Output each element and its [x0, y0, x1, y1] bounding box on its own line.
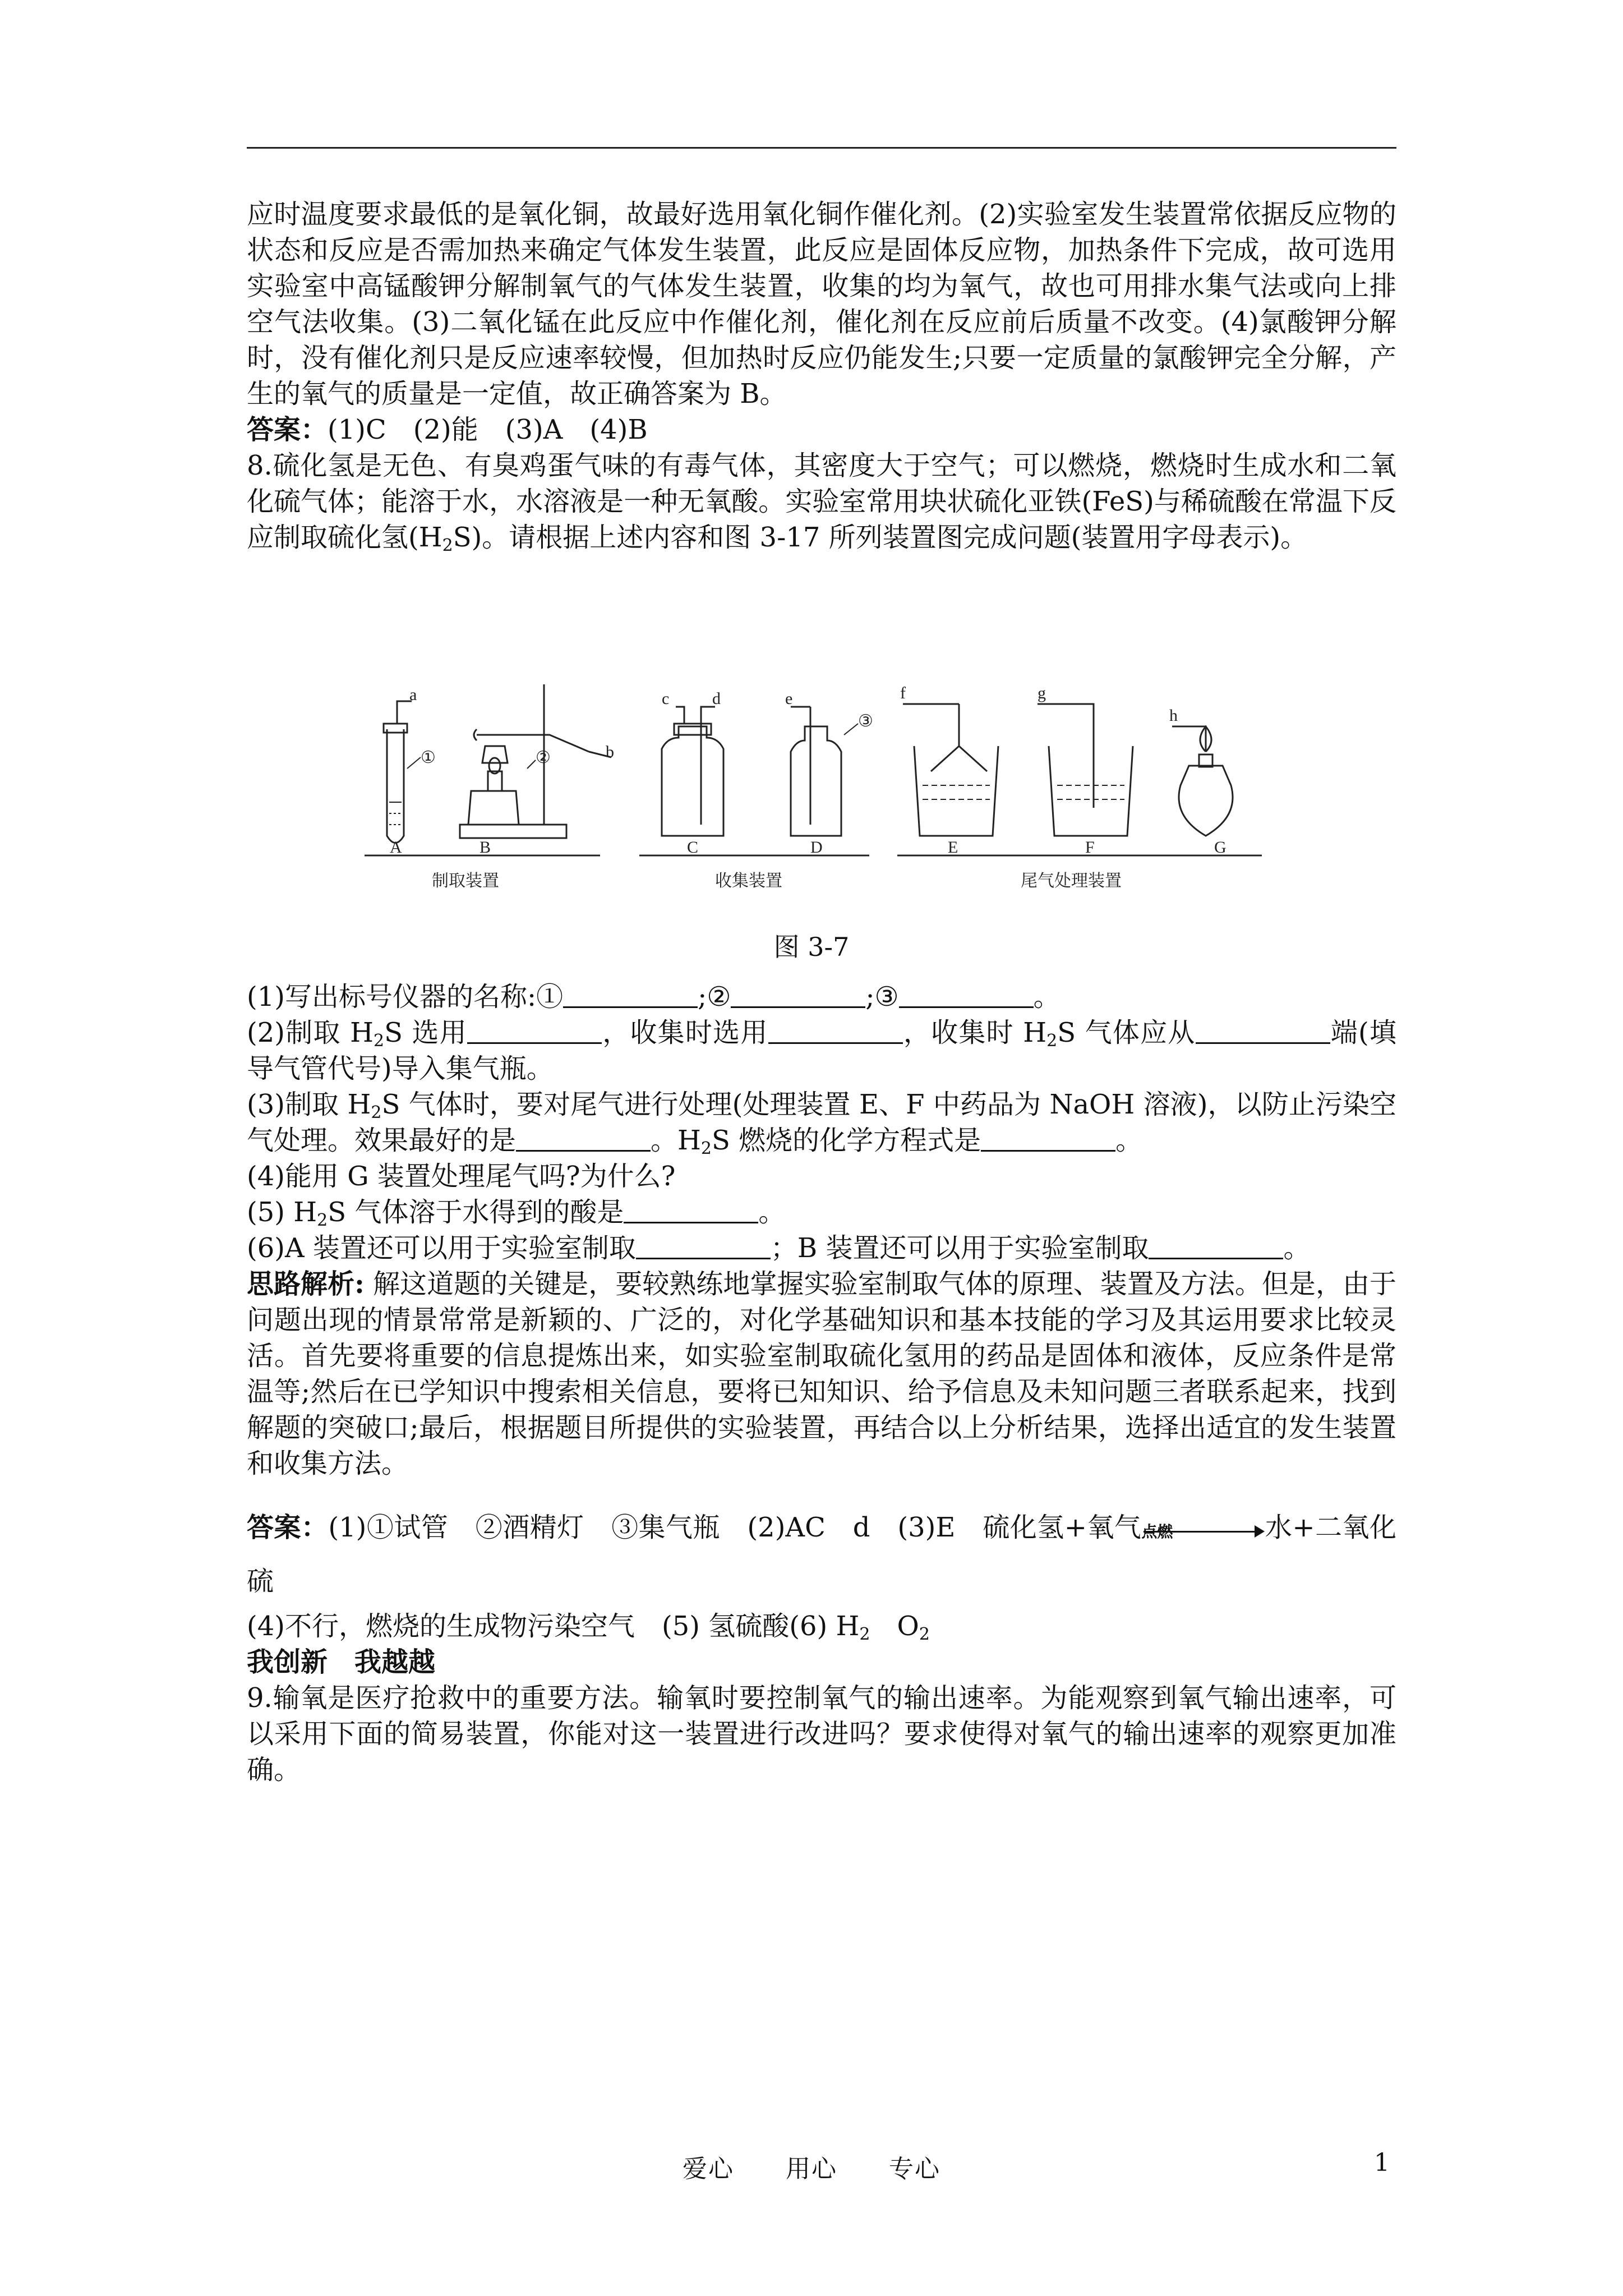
apparatus-label-e: E — [948, 838, 958, 857]
q1-text-d: 。 — [1033, 981, 1061, 1013]
answer-blank[interactable] — [516, 1124, 651, 1152]
answer-text: (1)C (2)能 (3)A (4)B — [328, 414, 648, 445]
question-8-text-b: S)。请根据上述内容和图 3-17 所列装置图完成问题(装置用字母表示)。 — [453, 522, 1308, 553]
apparatus-c — [662, 707, 723, 836]
q1-text-c: ;③ — [865, 981, 899, 1013]
group-label-preparation: 制取装置 — [432, 872, 499, 890]
question-4: (4)能用 G 装置处理尾气吗?为什么? — [247, 1161, 676, 1192]
apparatus-label-f: F — [1085, 838, 1095, 857]
apparatus-a — [384, 701, 421, 843]
q5-text-b: S 气体溶于水得到的酸是 — [328, 1197, 624, 1228]
q3-text-e: 。 — [1115, 1125, 1143, 1156]
apparatus-d — [791, 707, 858, 836]
q2-text-a: (2)制取 H — [247, 1017, 374, 1048]
label-e: e — [785, 689, 793, 708]
answer-blank[interactable] — [768, 1016, 903, 1044]
group-label-tail-gas: 尾气处理装置 — [1021, 872, 1122, 890]
answer-blank[interactable] — [981, 1124, 1115, 1152]
answer-line-1 — [247, 412, 1396, 448]
apparatus-label-d: D — [810, 838, 823, 857]
answer-blank[interactable] — [731, 981, 865, 1008]
question-6 — [247, 1230, 1396, 1266]
apparatus-label-g: G — [1214, 838, 1227, 857]
figure-caption: 图 3-7 — [773, 932, 850, 962]
apparatus-f — [1038, 704, 1133, 836]
question-8-text-a: 8.硫化氢是无色、有臭鸡蛋气味的有毒气体，其密度大于空气；可以燃烧，燃烧时生成水和二氧化硫气体；能溶于水，水溶液是一种无氧酸。实验室常用块状硫化亚铁(FeS)与稀硫酸在常温下反应制取硫化氢(H — [247, 450, 1396, 553]
q2-text-e: S 气体应从 — [1057, 1017, 1196, 1048]
q1-text-b: ;② — [698, 981, 731, 1013]
reaction-arrow — [1141, 1519, 1265, 1541]
body-text-lower — [247, 979, 1396, 1788]
analysis-label: 思路解析: — [247, 1268, 365, 1300]
apparatus-e — [903, 704, 998, 836]
question-5 — [247, 1194, 1396, 1230]
subscript: 2 — [374, 1031, 385, 1051]
body-text-upper — [247, 196, 1396, 555]
analysis-paragraph — [247, 1266, 1396, 1481]
mark-2: ② — [536, 748, 551, 767]
group-label-collection: 收集装置 — [715, 872, 782, 890]
paragraph-explanation: 应时温度要求最低的是氧化铜，故最好选用氧化铜作催化剂。(2)实验室发生装置常依据反应物的状态和反应是否需加热来确定气体发生装置，此反应是固体反应物，加热条件下完成，故可选用实验室中高锰酸钾分解制氧气的气体发生装置，收集的均为氧气，故也可用排水集气法或向上排空气法收集。(3)二氧化锰在此反应中作催化剂，催化剂在反应前后质量不改变。(4)氯酸钾分解时，没有催化剂只是反应速率较慢，但加热时反应仍能发生;只要一定质量的氯酸钾完全分解，产生的氧气的质量是一定值，故正确答案为 B。 — [247, 199, 1396, 409]
answer-blank[interactable] — [899, 981, 1034, 1008]
subscript: 2 — [442, 536, 453, 555]
label-a: a — [409, 685, 417, 704]
subscript: 2 — [700, 1139, 712, 1158]
answer-line-3 — [247, 1608, 1396, 1644]
q6-text-c: 。 — [1283, 1232, 1311, 1264]
answer-blank[interactable] — [636, 1232, 771, 1259]
q3-text-d: S 燃烧的化学方程式是 — [711, 1125, 981, 1156]
q2-text-c: ，收集时选用 — [601, 1017, 768, 1048]
mark-3: ③ — [858, 712, 873, 730]
q3-text-a: (3)制取 H — [247, 1089, 371, 1120]
label-c: c — [662, 689, 670, 708]
answer-blank[interactable] — [1149, 1232, 1283, 1259]
question-9: 9.输氧是医疗抢救中的重要方法。输氧时要控制氧气的输出速率。为能观察到氧气输出速率，可以采用下面的简易装置，你能对这一装置进行改进吗？要求使得对氧气的输出速率的观察更加准确。 — [247, 1682, 1396, 1786]
answer-blank[interactable] — [624, 1196, 758, 1223]
apparatus-label-b: B — [479, 838, 491, 857]
apparatus-label-c: C — [687, 838, 699, 857]
q2-text-f: 端(填导气管代号)导入集气瓶。 — [247, 1017, 1396, 1084]
apparatus-g — [1172, 726, 1233, 836]
answer-2-text-a: (1)①试管 ②酒精灯 ③集气瓶 (2)AC d (3)E 硫化氢+氧气 — [328, 1512, 1142, 1543]
header-rule — [247, 147, 1396, 149]
section-heading: 我创新 我越越 — [247, 1646, 436, 1678]
answer-label: 答案： — [247, 414, 328, 445]
q5-text-a: (5) H — [247, 1197, 317, 1228]
mark-1: ① — [421, 748, 436, 767]
q2-text-d: ，收集时 H — [902, 1017, 1047, 1048]
footer-motto: 爱心 用心 专心 — [683, 2155, 940, 2183]
subscript: 2 — [371, 1103, 382, 1122]
q6-text-a: (6)A 装置还可以用于实验室制取 — [247, 1232, 636, 1264]
q3-text-c: 。H — [651, 1125, 701, 1156]
page-number: 1 — [1374, 2148, 1390, 2177]
subscript: 2 — [1046, 1031, 1058, 1051]
label-g: g — [1038, 684, 1046, 702]
q3-text-b: S 气体时，要对尾气进行处理(处理装置 E、F 中药品为 NaOH 溶液)，以防止污染空气处理。效果最好的是 — [247, 1089, 1396, 1156]
answer-label: 答案： — [247, 1512, 329, 1543]
label-h: h — [1169, 706, 1178, 725]
q5-text-c: 。 — [758, 1197, 786, 1228]
question-3 — [247, 1087, 1396, 1158]
question-2 — [247, 1015, 1396, 1087]
apparatus-figure — [365, 673, 1262, 920]
answer-line-2 — [247, 1501, 1396, 1608]
analysis-text: 解这道题的关键是，要较熟练地掌握实验室制取气体的原理、装置及方法。但是，由于问题出现的情景常常是新颖的、广泛的，对化学基础知识和基本技能的学习及其运用要求比较灵活。首先要将重要的信息提炼出来，如实验室制取硫化氢用的药品是固体和液体，反应条件是常温等;然后在已学知识中搜索相关信息，要将已知知识、给予信息及未知问题三者联系起来，找到解题的突破口;最后，根据题目所提供的实验装置，再结合以上分析结果，选择出适宜的发生装置和收集方法。 — [247, 1268, 1396, 1479]
apparatus-label-a: A — [390, 838, 402, 857]
answer-2-text-b: 水+二氧化硫 — [247, 1512, 1396, 1597]
label-b: b — [606, 743, 614, 761]
question-1 — [247, 979, 1396, 1015]
subscript: 2 — [919, 1625, 930, 1644]
q6-text-b: ；B 装置还可以用于实验室制取 — [770, 1232, 1149, 1264]
label-d: d — [712, 689, 721, 708]
answer-3-text-a: (4)不行，燃烧的生成物污染空气 (5) 氢硫酸(6) H — [247, 1611, 860, 1642]
q2-text-b: S 选用 — [384, 1017, 467, 1048]
answer-3-text-b: O — [870, 1611, 919, 1642]
answer-blank[interactable] — [467, 1016, 602, 1044]
reaction-condition: 点燃 — [1141, 1522, 1173, 1541]
q1-text-a: (1)写出标号仪器的名称:① — [247, 981, 564, 1013]
subscript: 2 — [317, 1211, 328, 1230]
answer-blank[interactable] — [563, 981, 698, 1008]
answer-blank[interactable] — [1196, 1016, 1330, 1044]
label-f: f — [900, 684, 906, 702]
subscript: 2 — [859, 1625, 870, 1644]
question-8 — [247, 448, 1396, 555]
